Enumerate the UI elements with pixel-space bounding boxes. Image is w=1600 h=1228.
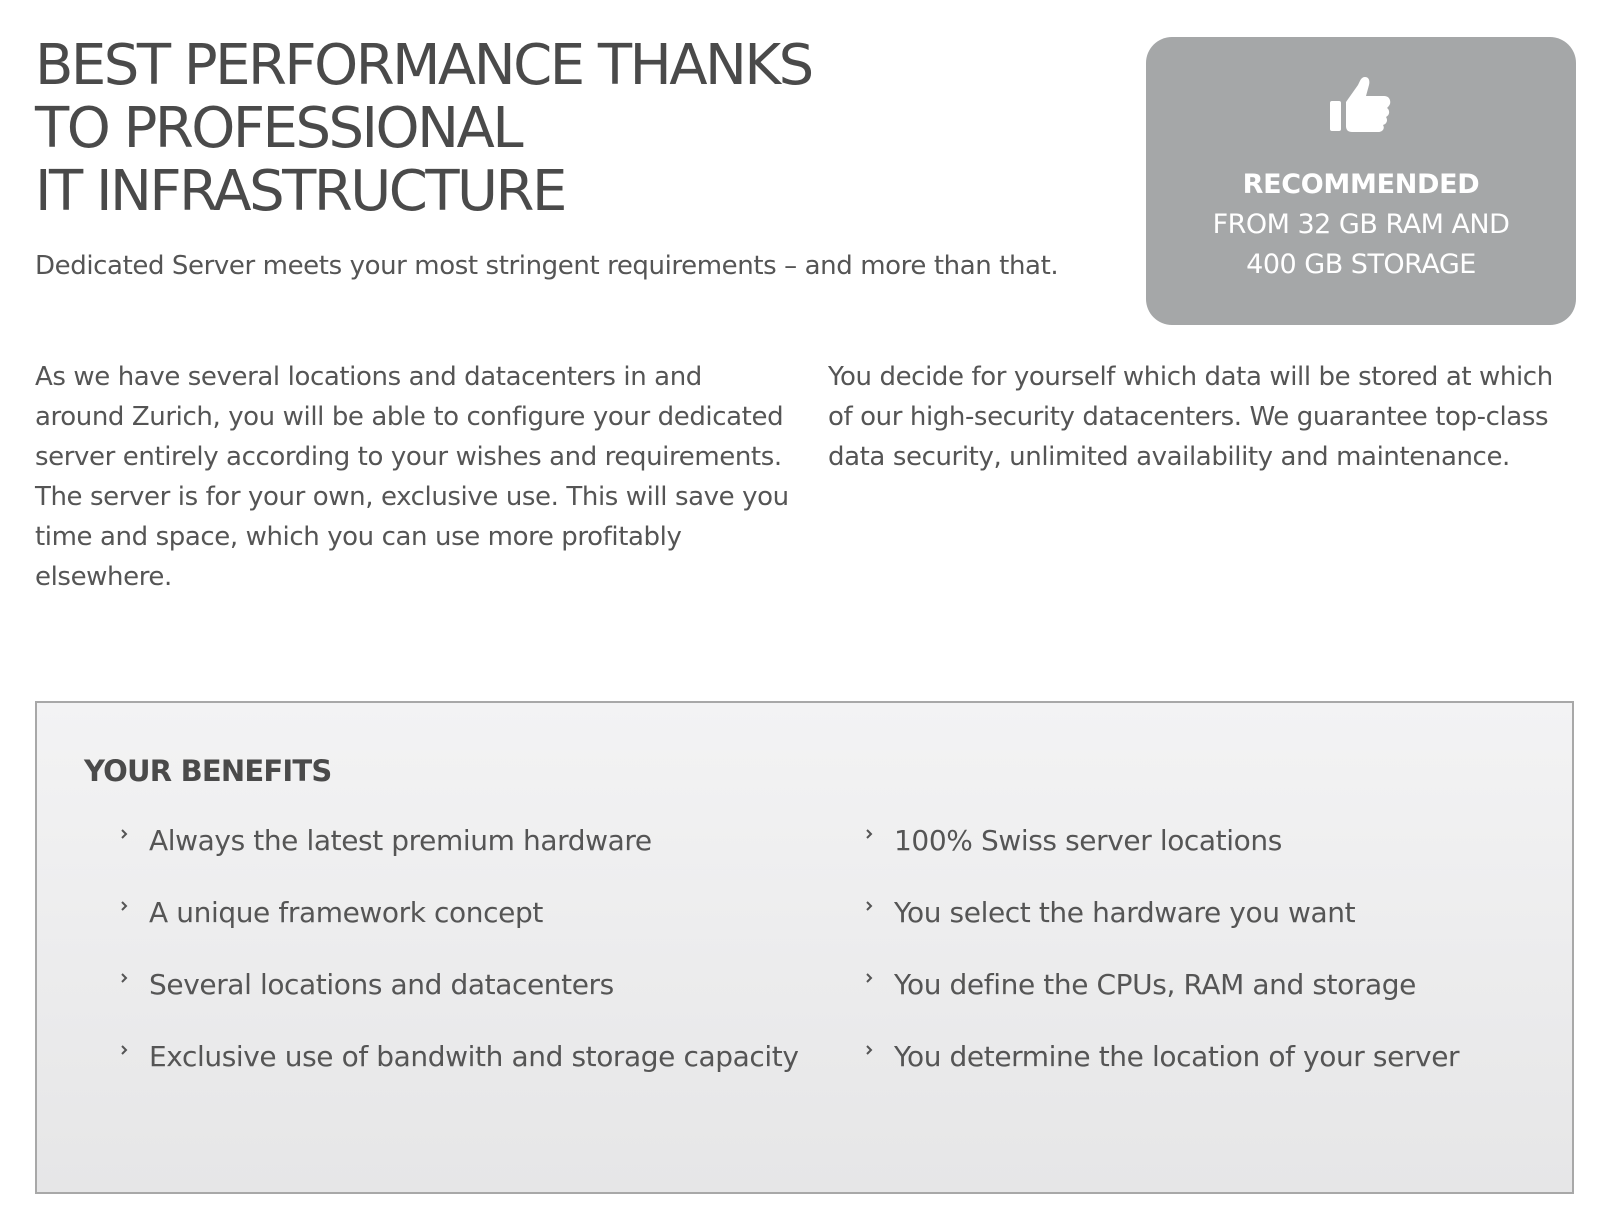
recommendation-line: FROM 32 GB RAM AND	[1212, 209, 1510, 240]
benefit-item	[119, 821, 839, 861]
chevron-right-icon	[864, 1043, 874, 1057]
chevron-right-icon	[119, 971, 129, 985]
benefit-text: You determine the location of your server	[894, 1040, 1460, 1073]
benefit-text: Several locations and datacenters	[149, 968, 614, 1001]
benefit-text: Exclusive use of bandwith and storage capacity	[149, 1040, 799, 1073]
page-title-line: TO PROFESSIONAL	[35, 96, 522, 161]
lead-text: Dedicated Server meets your most stringent requirements – and more than that.	[35, 251, 1059, 281]
benefits-panel	[35, 701, 1574, 1194]
recommendation-heading: RECOMMENDED	[1242, 169, 1480, 200]
benefit-text: Always the latest premium hardware	[149, 824, 652, 857]
chevron-right-icon	[864, 899, 874, 913]
page-title-line: BEST PERFORMANCE THANKS	[35, 33, 812, 98]
chevron-right-icon	[119, 1043, 129, 1057]
benefit-text: You select the hardware you want	[894, 896, 1356, 929]
benefits-list-left	[119, 821, 839, 1109]
chevron-right-icon	[119, 899, 129, 913]
thumbs-up-icon	[1328, 75, 1392, 133]
benefit-item	[864, 1037, 1544, 1077]
benefit-item	[864, 893, 1544, 933]
chevron-right-icon	[864, 827, 874, 841]
intro-text-right: You decide for yourself which data will be stored at which of our high-security datacenters. We guarantee top-class data security, unlimited availability and maintenance.	[828, 362, 1553, 472]
benefit-item	[864, 965, 1544, 1005]
benefit-text: A unique framework concept	[149, 896, 543, 929]
benefit-item	[864, 821, 1544, 861]
benefit-text: You define the CPUs, RAM and storage	[894, 968, 1416, 1001]
page-title	[35, 34, 1035, 223]
benefit-item	[119, 893, 839, 933]
benefit-item	[119, 965, 839, 1005]
recommendation-line: 400 GB STORAGE	[1246, 249, 1476, 280]
chevron-right-icon	[119, 827, 129, 841]
intro-text-left: As we have several locations and datacenters in and around Zurich, you will be able to configure your dedicated server entirely according to your wishes and requirements. The server is for your own, exclusive use. This will save you time and space, which you can use more profitably elsewhere.	[35, 362, 789, 592]
page-title-line: IT INFRASTRUCTURE	[35, 159, 565, 224]
chevron-right-icon	[864, 971, 874, 985]
benefits-list-right	[864, 821, 1544, 1109]
benefit-item	[119, 1037, 839, 1077]
benefits-title: YOUR BENEFITS	[84, 754, 332, 788]
benefit-text: 100% Swiss server locations	[894, 824, 1282, 857]
recommendation-box	[1146, 37, 1576, 325]
